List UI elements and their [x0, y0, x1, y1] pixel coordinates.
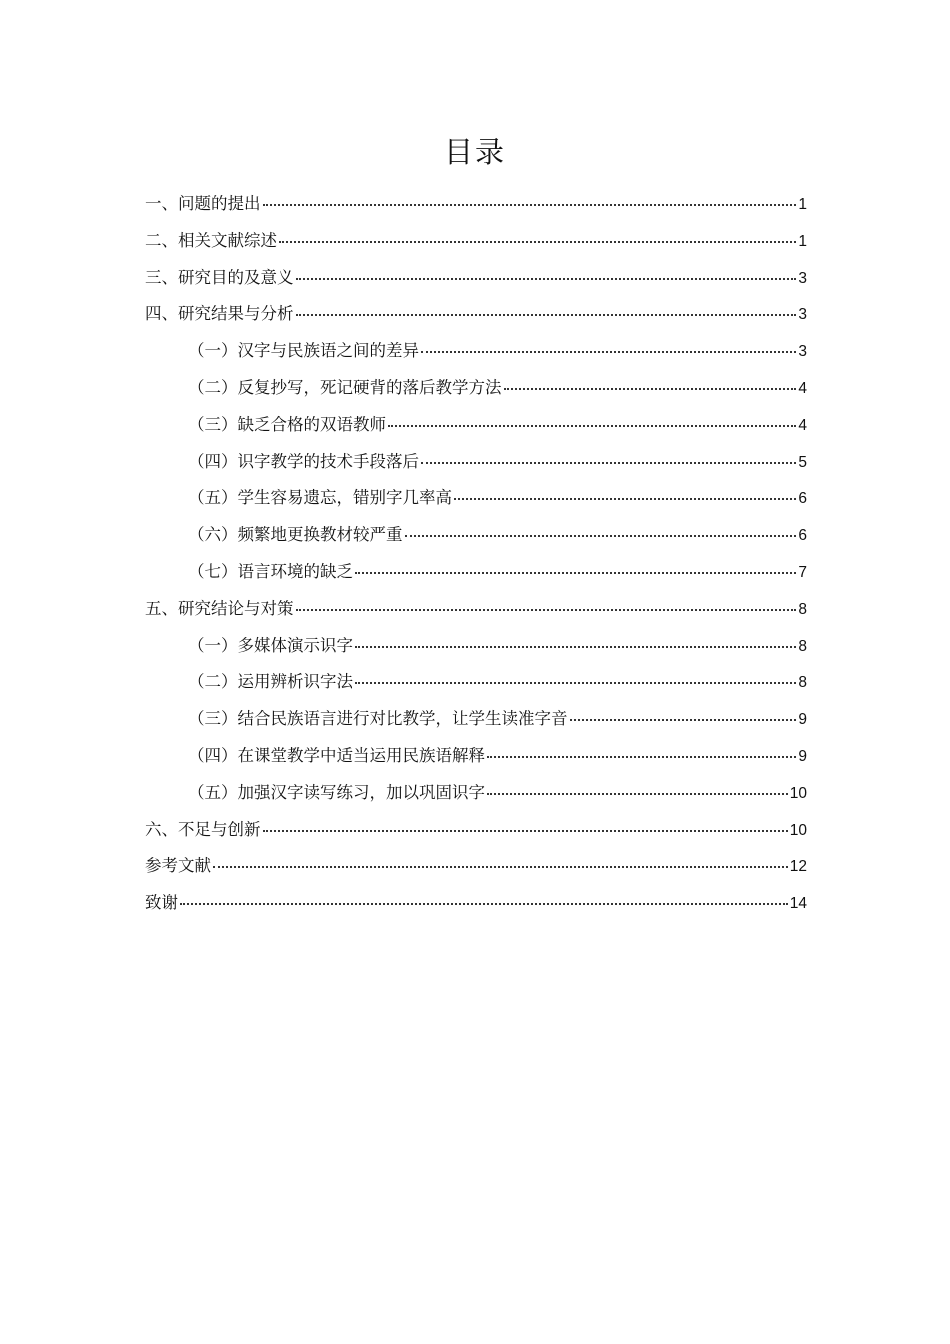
toc-entry[interactable]: [145, 848, 807, 885]
toc-entry-page-number: 12: [789, 858, 807, 876]
toc-entry[interactable]: [145, 664, 807, 701]
toc-entry-label: （三）缺乏合格的双语教师: [188, 414, 386, 434]
toc-dot-leader: [355, 645, 796, 648]
toc-entry-page-number: 8: [798, 600, 807, 618]
toc-entry-label: （五）学生容易遗忘，错别字几率高: [188, 488, 452, 508]
toc-entry-label: 六、不足与创新: [145, 819, 261, 839]
toc-dot-leader: [454, 497, 796, 500]
toc-entry[interactable]: [145, 517, 807, 554]
toc-entry-page-number: 3: [798, 306, 807, 324]
toc-entry-page-number: 6: [798, 490, 807, 508]
toc-dot-leader: [296, 277, 797, 280]
toc-entry-page-number: 3: [798, 269, 807, 287]
toc-title: 目录: [443, 135, 506, 169]
toc-dot-leader: [263, 829, 788, 832]
toc-entry[interactable]: [145, 407, 807, 444]
toc-entry-page-number: 14: [789, 895, 807, 913]
toc-dot-leader: [487, 755, 796, 758]
toc-dot-leader: [296, 608, 797, 611]
toc-entry[interactable]: [145, 701, 807, 738]
toc-entry[interactable]: [145, 370, 807, 407]
toc-entry[interactable]: [145, 775, 807, 812]
toc-entry-label: 致谢: [145, 893, 178, 913]
toc-entry[interactable]: [145, 885, 807, 922]
toc-dot-leader: [355, 571, 796, 574]
toc-dot-leader: [421, 461, 796, 464]
toc-dot-leader: [180, 902, 788, 905]
toc-dot-leader: [296, 313, 797, 316]
toc-list: [145, 186, 807, 922]
toc-entry-label: （一）多媒体演示识字: [188, 635, 353, 655]
toc-entry-page-number: 3: [798, 343, 807, 361]
toc-dot-leader: [504, 387, 797, 390]
toc-entry[interactable]: [145, 333, 807, 370]
toc-entry[interactable]: [145, 186, 807, 223]
toc-dot-leader: [263, 203, 797, 206]
toc-entry-label: （六）频繁地更换教材较严重: [188, 525, 403, 545]
toc-entry-label: （五）加强汉字读写练习，加以巩固识字: [188, 782, 485, 802]
toc-entry-page-number: 4: [798, 379, 807, 397]
toc-entry-page-number: 1: [798, 232, 807, 250]
toc-entry-label: 三、研究目的及意义: [145, 267, 294, 287]
toc-dot-leader: [487, 792, 788, 795]
toc-entry-page-number: 5: [798, 453, 807, 471]
toc-dot-leader: [388, 424, 796, 427]
toc-entry-label: 参考文献: [145, 856, 211, 876]
toc-entry[interactable]: [145, 444, 807, 481]
toc-entry[interactable]: [145, 738, 807, 775]
toc-entry-page-number: 8: [798, 674, 807, 692]
toc-dot-leader: [570, 718, 797, 721]
toc-entry-label: 五、研究结论与对策: [145, 598, 294, 618]
toc-dot-leader: [279, 240, 796, 243]
toc-entry-label: （七）语言环境的缺乏: [188, 561, 353, 581]
toc-dot-leader: [213, 865, 788, 868]
toc-entry[interactable]: [145, 591, 807, 628]
toc-entry-label: （四）在课堂教学中适当运用民族语解释: [188, 745, 485, 765]
toc-entry[interactable]: [145, 223, 807, 260]
toc-dot-leader: [355, 681, 796, 684]
toc-entry-label: （三）结合民族语言进行对比教学，让学生读准字音: [188, 709, 568, 729]
toc-entry-page-number: 8: [798, 637, 807, 655]
toc-dot-leader: [421, 350, 796, 353]
toc-entry-page-number: 10: [789, 821, 807, 839]
toc-entry-page-number: 7: [798, 563, 807, 581]
toc-entry-page-number: 9: [798, 747, 807, 765]
toc-entry[interactable]: [145, 296, 807, 333]
toc-entry-page-number: 6: [798, 527, 807, 545]
toc-entry-page-number: 4: [798, 416, 807, 434]
toc-entry-page-number: 10: [789, 784, 807, 802]
toc-entry-label: （一）汉字与民族语之间的差异: [188, 341, 419, 361]
toc-entry[interactable]: [145, 812, 807, 849]
toc-entry-label: 二、相关文献综述: [145, 230, 277, 250]
toc-dot-leader: [405, 534, 797, 537]
toc-entry[interactable]: [145, 628, 807, 665]
toc-entry-label: （四）识字教学的技术手段落后: [188, 451, 419, 471]
toc-entry-label: （二）运用辨析识字法: [188, 672, 353, 692]
toc-entry-label: 四、研究结果与分析: [145, 304, 294, 324]
toc-entry[interactable]: [145, 480, 807, 517]
toc-entry-page-number: 1: [798, 196, 807, 213]
toc-entry[interactable]: [145, 554, 807, 591]
toc-entry[interactable]: [145, 260, 807, 297]
toc-entry-page-number: 9: [798, 711, 807, 729]
toc-entry-label: 一、问题的提出: [145, 194, 261, 213]
toc-entry-label: （二）反复抄写，死记硬背的落后教学方法: [188, 377, 502, 397]
